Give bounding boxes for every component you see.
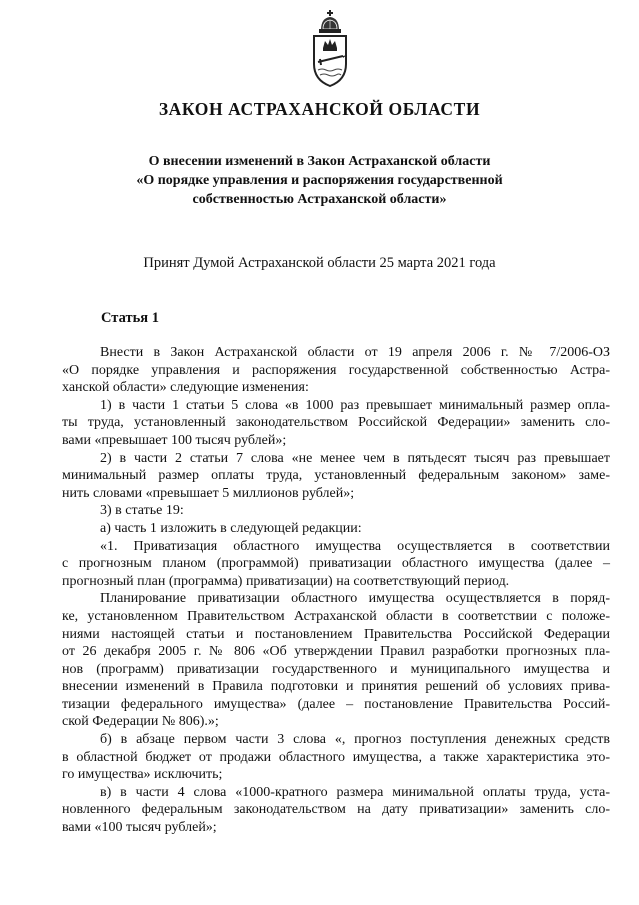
subtitle-line: О внесении изменений в Закон Астраханской области: [148, 154, 491, 169]
article-heading: Статья 1: [101, 310, 159, 326]
adoption-statement: Принят Думой Астраханской области 25 марта 2021 года: [143, 255, 496, 271]
body-text-line: го имущества» исключить;: [62, 767, 223, 783]
law-subtitle: [60, 152, 579, 209]
body-text-line: внесении изменений в Правила подготовки и принятия решений об условиях прива-: [62, 679, 610, 695]
body-text-line: Внести в Закон Астраханской области от 19 апреля 2006 г. № 7/2006-ОЗ: [100, 345, 610, 360]
body-text-line: новленного федеральным законодательством на дату приватизации» заменить сло-: [62, 802, 610, 818]
body-text-line: ской Федерации № 806).»;: [62, 714, 219, 730]
body-text-line: б) в абзаце первом части 3 слова «, прогноз поступления денежных средств: [100, 732, 610, 748]
astrakhan-coat-of-arms-icon: [306, 10, 354, 88]
body-text-line: прогнозный план (программа) приватизации) на соответствующий период.: [62, 573, 510, 589]
body-text-line: нить словами «превышает 5 миллионов рублей»;: [62, 485, 355, 501]
body-text-line: с прогнозным планом (программой) приватизации областного имущества (далее –: [62, 556, 610, 572]
body-text-line: Планирование приватизации областного имущества осуществляется в поряд-: [100, 591, 610, 607]
body-text-line: ханской области» следующие изменения:: [62, 380, 309, 396]
article-body: [62, 344, 610, 837]
body-text-line: «1. Приватизация областного имущества осуществляется в соответствии: [100, 538, 610, 554]
body-text-line: от 26 декабря 2005 г. № 806 «Об утверждении Правил разработки прогнозных пла-: [62, 644, 610, 660]
body-text-line: тизации федерального имущества» (далее – постановление Правительства Россий-: [62, 696, 610, 712]
body-text-line: ты труда, установленный законодательством Российской Федерации» заменить сло-: [62, 415, 610, 431]
body-text-line: а) часть 1 изложить в следующей редакции:: [100, 520, 362, 536]
law-title: ЗАКОН АСТРАХАНСКОЙ ОБЛАСТИ: [158, 99, 481, 119]
body-text-line: в) в части 4 слова «1000-кратного размера минимальной оплаты труда, уста-: [100, 784, 610, 800]
body-text-line: 2) в части 2 статьи 7 слова «не менее чем в пятьдесят тысяч раз превышает: [100, 450, 610, 466]
subtitle-line: «О порядке управления и распоряжения государственной: [136, 173, 503, 188]
body-text-line: ке, установленном Правительством Астраханской области в соответствии с положе-: [62, 608, 610, 624]
body-text-line: 1) в части 1 статьи 5 слова «в 1000 раз превышает минимальный размер опла-: [100, 397, 610, 413]
body-text-line: 3) в статье 19:: [100, 503, 184, 519]
body-text-line: вами «100 тысяч рублей»;: [62, 820, 217, 836]
body-text-line: вами «превышает 100 тысяч рублей»;: [62, 432, 287, 448]
body-text-line: «О порядке управления и распоряжения государственной собственностью Астра-: [62, 362, 610, 378]
subtitle-line: собственностью Астраханской области»: [192, 192, 447, 207]
body-text-line: минимальный размер оплаты труда, установленный федеральным законом» заме-: [62, 468, 610, 484]
body-text-line: в областной бюджет от продажи областного имущества, а также характеристика это-: [62, 749, 610, 765]
body-text-line: нов (программ) приватизации государственного и муниципального имущества и: [62, 661, 610, 677]
body-text-line: ниями настоящей статьи и постановлением Правительства Российской Федерации: [62, 626, 610, 642]
